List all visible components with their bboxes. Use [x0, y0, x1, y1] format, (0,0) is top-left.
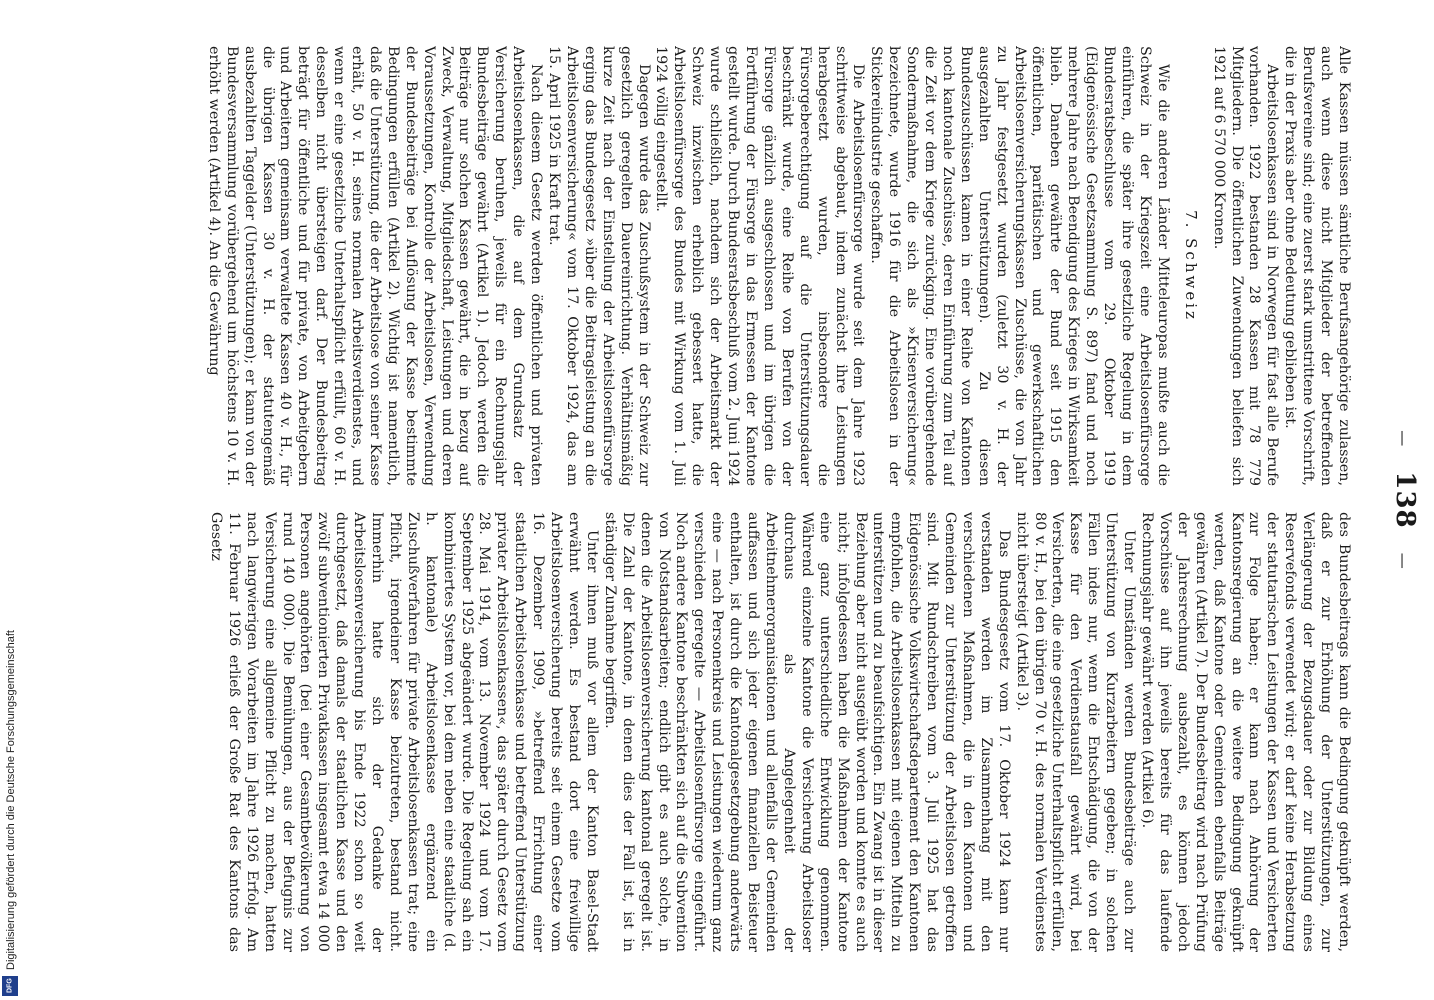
page-header [1390, 0, 1420, 1000]
paragraph: Wie die anderen Länder Mitteleuropas mußte auch die Schweiz in der Kriegszeit eine Arbeitslosenfürsorge einführen, die später ihre gesetzliche Regelung in dem Bundesratsbeschlusse vom 29. Oktober 1919 (Eidgenössische Gesetzsammlung S. 897) fand und noch mehrere Jahre nach Beendigung des Krieges in Wirksamkeit blieb. Daneben gewährte der Bund seit 1915 den öffentlichen, paritätischen und gewerkschaftlichen Arbeitslosenversicherungskassen Zuschüsse, die von Jahr zu Jahr festgesetzt wurden (zuletzt 30 v. H. der ausgezahlten Unterstützungen). Zu diesen Bundeszuschüssen kamen in einer Reihe von Kantonen noch kantonale Zuschüsse, deren Einführung zum Teil auf die Zeit vor dem Kriege zurückging. Eine vorübergehende Sondermaßnahme, die sich als »Krisenversicherung« bezeichnete, wurde 1916 für die Arbeitslosen in der Stickereiindustrie geschaffen. [868, 46, 1171, 486]
paragraph: Das Bundesgesetz vom 17. Oktober 1924 kann nur verstanden werden im Zusammenhang mit den verschiedenen Maßnahmen, die in den Kantonen und Gemeinden zur Unterstützung der Arbeitslosen getroffen sind. Mit Rundschreiben vom 3. Juli 1925 hat das Eidgenössische Volkswirtschaftsdepartement den Kantonen empfohlen, die Arbeitslosenkassen mit eigenen Mitteln zu unterstützen und zu beaufsichtigen. Ein Zwang ist in dieser Beziehung aber nicht ausgeübt worden und konnte es auch nicht; infolgedessen haben die Maßnahmen der Kantone eine ganz unterschiedliche Entwicklung genommen. Während einzelne Kantone die Versicherung Arbeitsloser durchaus als Angelegenheit der Arbeitnehmerorganisationen und allenfalls der Gemeinden auffassen und sich jeder eigenen finanziellen Beisteuer enthalten, ist durch die Kantonalgesetzgebung anderwärts eine — nach Personenkreis und Leistungen wiederum ganz verschieden geregelte — Arbeitslosenfürsorge eingeführt. Noch andere Kantone beschränkten sich auf die Subvention von Notstandsarbeiten; endlich gibt es auch solche, in denen die Arbeitslosenversicherung kantonal geregelt ist. Die Zahl der Kantone, in denen dies der Fall ist, ist in ständiger Zunahme begriffen. [601, 512, 1012, 952]
digitization-credit [0, 0, 22, 1000]
right-column [62, 512, 1352, 952]
paragraph: Alle Kassen müssen sämtliche Berufsangehörige zulassen, auch wenn diese nicht Mitglieder der betreffenden Berufsvereine sind; eine zuerst stark umstrittene Vorschrift, die in der Praxis aber ohne Bedeutung geblieben ist. [1282, 46, 1352, 486]
section-heading: 7. Schweiz [1181, 210, 1200, 322]
paragraph: Dagegen wurde das Zuschußsystem in der Schweiz zur gesetzlich geregelten Dauereinrichtung. Verhältnismäßig kurze Zeit nach der Einstellung der Arbeitslosenfürsorge erging das Bundesgesetz »über die Beitragsleistung an die Arbeitslosenversicherung« vom 17. Oktober 1924, das am 15. April 1925 in Kraft trat. [546, 46, 652, 486]
paragraph: Nach diesem Gesetz werden öffentlichen und privaten Arbeitslosenkassen, die auf dem Grundsatz der Versicherung beruhen, jeweils für ein Rechnungsjahr Bundesbeiträge gewährt (Artikel 1). Jedoch werden die Beiträge nur solchen Kassen gewährt, die in bezug auf Zweck, Verwaltung, Mitgliedschaft, Leistungen und deren Voraussetzungen, Kontrolle der Arbeitslosen, Verwendung der Bundesbeiträge bei Auflösung der Kasse bestimmte Bedingungen erfüllen (Artikel 2). Wichtig ist namentlich, daß die Unterstützung, die der Arbeitslose von seiner Kasse erhält, 50 v. H. seines normalen Arbeitsverdienstes, und wenn er eine gesetzliche Unterhaltspflicht erfüllt, 60 v. H. desselben nicht übersteigen darf. Der Bundesbeitrag beträgt für öffentliche und für private, von Arbeitgebern und Arbeitern gemeinsam verwaltete Kassen 40 v. H., für die übrigen Kassen 30 v. H. der statutengemäß ausbezahlten Taggelder (Unterstützungen); er kann von der Bundesversammlung vorübergehend um höchstens 10 v. H. erhöht werden (Artikel 4). An die Gewährung [205, 46, 545, 486]
header-dash-left: — [1394, 430, 1414, 448]
paragraph: Unter ihnen muß vor allem der Kanton Basel-Stadt erwähnt werden. Es bestand dort eine freiwillige Arbeitslosenversicherung bereits seit einem Gesetze vom 16. Dezember 1909, »betreffend Errichtung einer staatlichen Arbeitslosenkasse und betreffend Unterstützung privater Arbeitslosenkassen«, das später durch Gesetz vom 28. Mai 1914, vom 13. November 1924 und vom 17. September 1925 abgeändert wurde. Die Regelung sah ein kombiniertes System vor, bei dem neben eine staatliche (d. h. kantonale) Arbeitslosenkasse ergänzend ein Zuschußverfahren für private Arbeitslosenkassen trat; eine Pflicht, irgendeiner Kasse beizutreten, bestand nicht. Immerhin hatte sich der Gedanke der Arbeitslosenversicherung bis Ende 1922 schon so weit durchgesetzt, daß damals der staatlichen Kasse und den zwölf subventionierten Privatkassen insgesamt etwa 14 000 Personen angehörten (bei einer Gesamtbevölkerung von rund 140 000). Die Bemühungen, aus der Befugnis zur Versicherung eine allgemeine Pflicht zu machen, hatten nach langwierigen Vorarbeiten im Jahre 1926 Erfolg. Am 11. Februar 1926 erließ der Große Rat des Kantons das Gesetz [207, 512, 600, 952]
left-column [62, 46, 1352, 486]
paragraph: Unter Umständen werden Bundesbeiträge auch zur Unterstützung von Kurzarbeitern gegeben; in solchen Fällen indes nur, wenn die Entschädigung, die von der Kasse für den Verdienstausfall gewährt wird, bei Versicherten, die eine gesetzliche Unterhaltspflicht erfüllen, 80 v. H., bei den übrigen 70 v. H. des normalen Verdienstes nicht übersteigt (Artikel 3). [1013, 512, 1138, 952]
dfg-logo-icon: DFG [2, 976, 18, 996]
paragraph: Die Arbeitslosenfürsorge wurde seit dem Jahre 1923 schrittweise abgebaut, indem zunächst ihre Leistungen herabgesetzt wurden, insbesondere die Fürsorgeberechtigung auf die Unterstützungsdauer beschränkt wurde, eine Reihe von Berufen von der Fürsorge gänzlich ausgeschlossen und im übrigen die Fortführung der Fürsorge in das Ermessen der Kantone gestellt wurde. Durch Bundesratsbeschluß vom 2. Juni 1924 wurde schließlich, nachdem sich der Arbeitsmarkt der Schweiz inzwischen erheblich gebessert hatte, die Arbeitslosenfürsorge des Bundes mit Wirkung vom 1. Juli 1924 völlig eingestellt. [653, 46, 867, 486]
header-dash-right: — [1394, 552, 1414, 570]
page-number: 138 [1390, 471, 1420, 529]
paragraph: des Bundesbeitrags kann die Bedingung geknüpft werden, daß er zur Erhöhung der Unterstützungen, zur Verlängerung der Bezugsdauer oder zur Bildung eines Reservefonds verwendet wird; er darf keine Herabsetzung der statutarischen Leistungen der Kassen und Versicherten zur Folge haben; er kann nach Anhörung der Kantonsregierung an die weitere Bedingung geknüpft werden, daß Kantone oder Gemeinden ebenfalls Beiträge gewähren (Artikel 7). Der Bundesbeitrag wird nach Prüfung der Jahresrechnung ausbezahlt, es können jedoch Vorschüsse auf ihn jeweils bereits für das laufende Rechnungsjahr gewährt werden (Artikel 6). [1139, 512, 1352, 952]
credit-text: Digitalisierung gefördert durch die Deutsche Forschungsgemeinschaft [5, 630, 17, 970]
paragraph: Arbeitslosenkassen sind in Norwegen für fast alle Berufe vorhanden. 1922 bestanden 28 Kassen mit 78 779 Mitgliedern. Die öffentlichen Zuwendungen beliefen sich 1921 auf 6 570 000 Kronen. [1210, 46, 1281, 486]
